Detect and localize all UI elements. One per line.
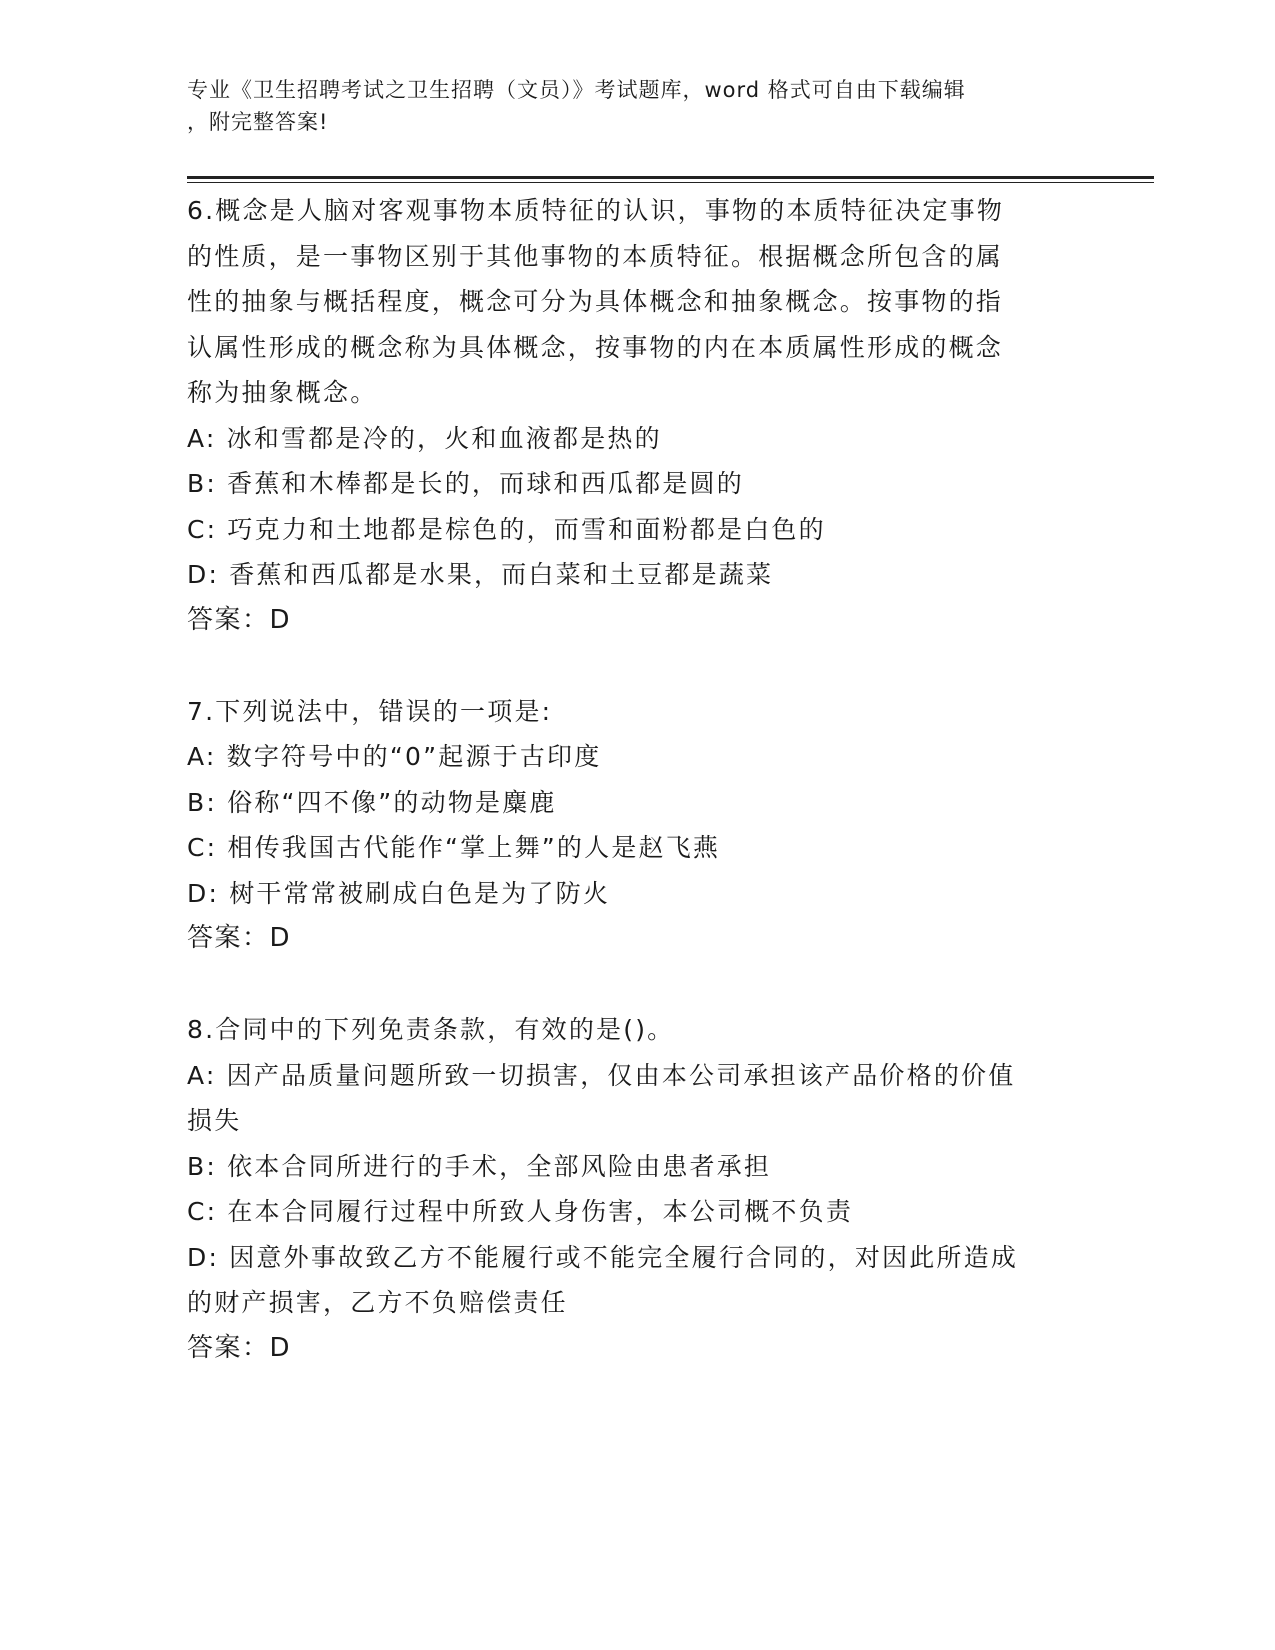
- option-c: C: 相传我国古代能作“掌上舞”的人是赵飞燕: [187, 833, 721, 862]
- document-header: [187, 74, 1087, 138]
- option-b: B: 香蕉和木棒都是长的，而球和西瓜都是圆的: [187, 469, 744, 498]
- option-d: D: 树干常常被刷成白色是为了防火: [187, 878, 611, 908]
- option-d: D: 香蕉和西瓜都是水果，而白菜和土豆都是蔬菜: [187, 560, 774, 589]
- option-b: B: 俗称“四不像”的动物是麋鹿: [187, 787, 557, 817]
- question-spacer: [187, 962, 1087, 1008]
- question-8: [187, 1007, 1087, 1371]
- option-a-continued: 损失: [187, 1106, 242, 1135]
- question-stem-line: 的性质，是一事物区别于其他事物的本质特征。根据概念所包含的属: [187, 241, 1004, 271]
- question-stem-line: 6.概念是人脑对客观事物本质特征的认识，事物的本质特征决定事物: [187, 196, 1005, 225]
- question-7: [187, 689, 1087, 962]
- option-a: A: 因产品质量问题所致一切损害，仅由本公司承担该产品价格的价值: [187, 1060, 1016, 1090]
- question-spacer: [187, 643, 1087, 689]
- question-6: [187, 188, 1087, 643]
- option-c: C: 在本合同履行过程中所致人身伤害，本公司概不负责: [187, 1197, 854, 1226]
- answer-line: 答案：D: [187, 1332, 292, 1363]
- question-stem-line: 性的抽象与概括程度，概念可分为具体概念和抽象概念。按事物的指: [187, 287, 1004, 316]
- question-list: [187, 188, 1087, 1371]
- question-stem-line: 7.下列说法中，错误的一项是:: [187, 696, 553, 726]
- question-stem-line: 称为抽象概念。: [187, 378, 378, 407]
- option-c: C: 巧克力和土地都是棕色的，而雪和面粉都是白色的: [187, 514, 826, 544]
- option-a: A: 数字符号中的“0”起源于古印度: [187, 742, 602, 771]
- question-stem-line: 8.合同中的下列免责条款，有效的是()。: [187, 1015, 675, 1044]
- header-divider-thick: [187, 176, 1154, 179]
- answer-line: 答案：D: [187, 604, 292, 635]
- option-d-continued: 的财产损害，乙方不负赔偿责任: [187, 1288, 568, 1317]
- option-a: A: 冰和雪都是冷的，火和血液都是热的: [187, 423, 662, 453]
- option-d: D: 因意外事故致乙方不能履行或不能完全履行合同的，对因此所造成: [187, 1242, 1019, 1272]
- header-divider-thin: [187, 182, 1154, 183]
- header-line-2: ，附完整答案!: [187, 110, 329, 134]
- header-line-1: 专业《卫生招聘考试之卫生招聘（文员）》考试题库，word 格式可自由下载编辑: [187, 78, 966, 102]
- answer-line: 答案：D: [187, 923, 292, 953]
- question-stem-line: 认属性形成的概念称为具体概念，按事物的内在本质属性形成的概念: [187, 332, 1004, 362]
- option-b: B: 依本合同所进行的手术，全部风险由患者承担: [187, 1151, 772, 1181]
